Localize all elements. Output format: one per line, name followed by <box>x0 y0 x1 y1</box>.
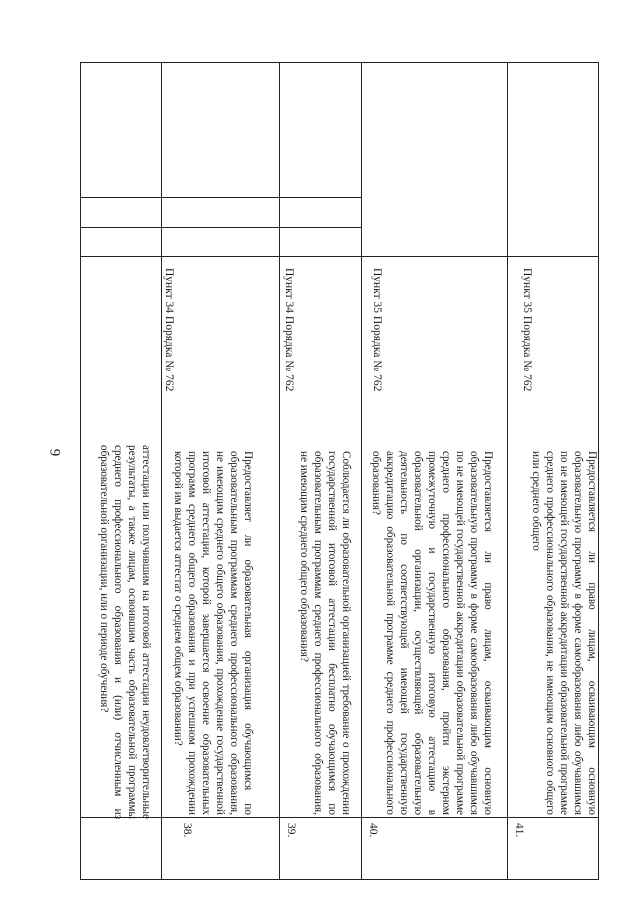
question-text: Предоставляется ли право лицам, осваивающим основную образовательную программу в форме самообразования либо обучавшимся по не имеющей государственной аккредитации образовательной программе среднего профессионального образования, не имеющим основного общего или среднего общего <box>530 451 598 815</box>
checklist-table <box>80 62 599 880</box>
requirement-reference: Пункт 34 Порядка № 762 <box>163 268 175 392</box>
requirement-reference: Пункт 35 Порядка № 762 <box>371 268 383 392</box>
question-text: Предоставляется ли право лицам, осваивающим основную образовательную программу в форме самообразования либо обучавшимся по не имеющей государственной аккредитации образовательной программе среднего профессионального образования, пройти экстерном промежуточную и государственную итоговую аттестацию в образовательной организации, осуществляющей образовательную деятельность по соответствующей имеющей государственную аккредитацию образовательной программе среднего профессионального образования? <box>370 451 494 815</box>
question-text: Предоставляет ли образовательная организация обучающимся по образовательным программам среднего профессионального образования, не имеющим среднего общего образования, прохождение государственной итоговой аттестации, которой завершается освоение образовательных программ среднего общего образования и при успешном прохождении которой им выдается аттестат о среднем общем образовании? <box>172 451 254 815</box>
row-number: 38. <box>181 823 193 838</box>
requirement-reference: Пункт 34 Порядка № 762 <box>283 268 295 392</box>
question-text: аттестации или получившим на итоговой аттестации неудовлетворительные результаты, а также лицам, освоившим часть образовательной программы среднего профессионального образования и (или) отчисленным из образовательной организации, или о периоде обучения? <box>98 445 152 819</box>
question-text: Соблюдается ли образовательной организацией требование о прохождении государственной итоговой аттестации бесплатно обучающимся по образовательным программам среднего профессионального образования, не имеющим среднего общего образования? <box>298 451 352 815</box>
row-number: 40. <box>367 823 379 838</box>
row-number: 41. <box>513 823 525 838</box>
page-number: 9 <box>46 448 63 457</box>
requirement-reference: Пункт 35 Порядка № 762 <box>521 268 533 392</box>
row-number: 39. <box>285 823 297 838</box>
